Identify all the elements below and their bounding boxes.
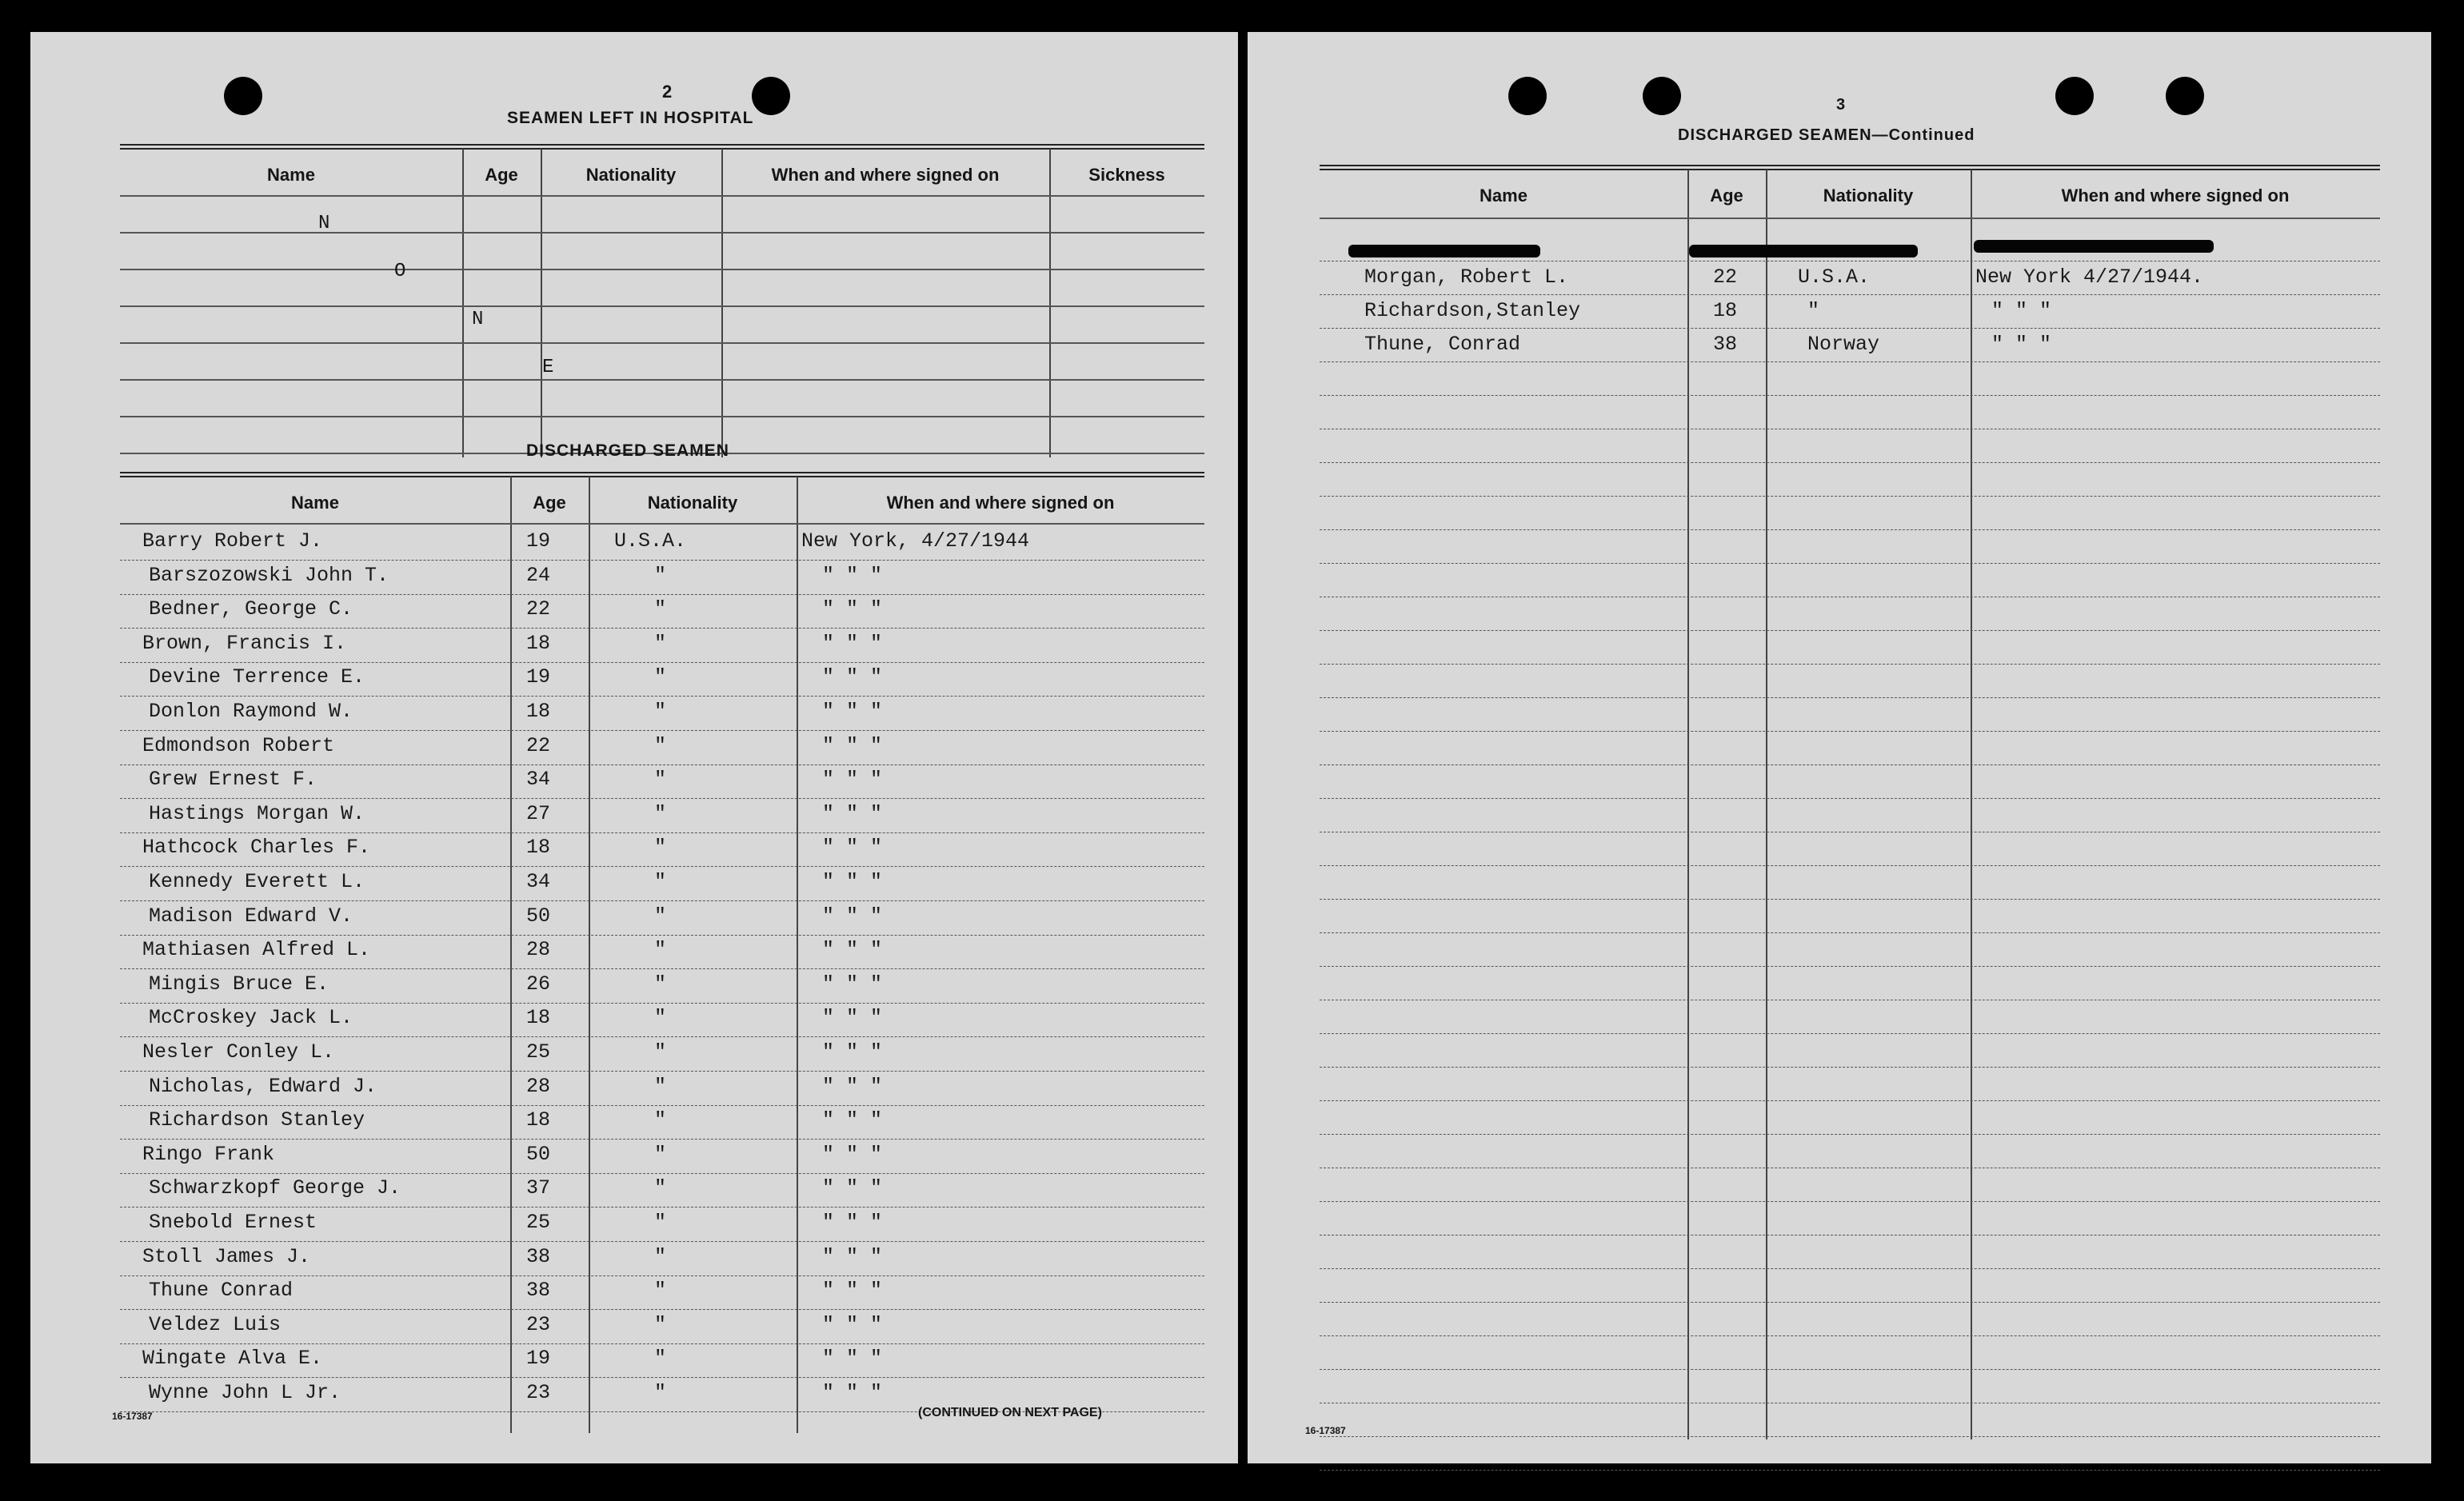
seaman-age: 25 (526, 1211, 551, 1234)
seaman-nationality: U.S.A. (614, 529, 687, 553)
seaman-nationality: " (654, 938, 667, 961)
seaman-age: 23 (526, 1381, 551, 1404)
row-rule (120, 764, 1204, 765)
header-name: Name (1480, 186, 1528, 206)
seaman-name: Mingis Bruce E. (149, 972, 329, 996)
seaman-name: Wynne John L Jr. (149, 1381, 341, 1404)
seaman-name: Morgan, Robert L. (1364, 265, 1569, 289)
left-page (30, 32, 1238, 1463)
seaman-signed-on: " " " (822, 564, 883, 587)
header-signed: When and where signed on (2061, 186, 2290, 206)
seaman-signed-on: " " " (822, 1006, 883, 1029)
punch-hole (224, 77, 262, 115)
seaman-signed-on: " " " (822, 734, 883, 757)
seaman-name: Nicholas, Edward J. (149, 1075, 377, 1098)
seaman-nationality: " (654, 904, 667, 928)
seaman-signed-on: " " " (822, 1245, 883, 1268)
seaman-age: 28 (526, 1075, 551, 1098)
seaman-name: Nesler Conley L. (142, 1040, 335, 1064)
seaman-signed-on: " " " (822, 1075, 883, 1098)
seaman-signed-on: " " " (822, 1211, 883, 1234)
hospital-header-name: Name (267, 165, 315, 185)
seaman-name: Barry Robert J. (142, 529, 323, 553)
seaman-name: Brown, Francis I. (142, 632, 347, 655)
seaman-age: 38 (526, 1279, 551, 1302)
seaman-nationality: " (654, 802, 667, 825)
seaman-nationality: " (654, 972, 667, 996)
seaman-name: Devine Terrence E. (149, 665, 365, 689)
seaman-nationality: Norway (1807, 333, 1880, 356)
seaman-signed-on: " " " (822, 1176, 883, 1200)
seaman-signed-on: " " " (822, 1279, 883, 1302)
seaman-nationality: " (654, 836, 667, 859)
seaman-age: 18 (1713, 299, 1738, 322)
hospital-mark: N (472, 309, 484, 330)
discharged-header-name: Name (291, 493, 339, 513)
row-rule (120, 1343, 1204, 1344)
seaman-name: Mathiasen Alfred L. (142, 938, 371, 961)
row-rule (1320, 563, 2380, 564)
row-rule (1320, 496, 2380, 497)
seaman-signed-on: " " " (822, 836, 883, 859)
seaman-age: 22 (1713, 265, 1738, 289)
row-rule (1320, 630, 2380, 631)
seaman-age: 50 (526, 904, 551, 928)
seaman-signed-on: " " " (822, 632, 883, 655)
row-rule (120, 730, 1204, 731)
seaman-age: 19 (526, 665, 551, 689)
hospital-header-age: Age (485, 165, 518, 185)
seaman-name: Madison Edward V. (149, 904, 353, 928)
row-rule (120, 1105, 1204, 1106)
seaman-signed-on: " " " (822, 1381, 883, 1404)
continued-title: DISCHARGED SEAMEN—Continued (1678, 126, 1975, 144)
seaman-name: Barszozowski John T. (149, 564, 389, 587)
seaman-signed-on: " " " (822, 1313, 883, 1336)
seaman-name: Wingate Alva E. (142, 1347, 323, 1370)
header-nationality: Nationality (1823, 186, 1914, 206)
seaman-signed-on: " " " (822, 700, 883, 723)
seaman-signed-on: " " " (822, 938, 883, 961)
seaman-name: Kennedy Everett L. (149, 870, 365, 893)
seaman-signed-on: " " " (1991, 299, 2052, 322)
seaman-nationality: " (1807, 299, 1820, 322)
seaman-age: 18 (526, 1006, 551, 1029)
seaman-signed-on: " " " (822, 665, 883, 689)
seaman-name: Grew Ernest F. (149, 768, 317, 791)
hospital-mark: O (394, 261, 406, 282)
page-number: 2 (662, 82, 673, 102)
row-rule (1320, 462, 2380, 463)
row-rule (1320, 664, 2380, 665)
seaman-nationality: " (654, 1176, 667, 1200)
row-rule (120, 628, 1204, 629)
seaman-age: 28 (526, 938, 551, 961)
seaman-nationality: " (654, 1381, 667, 1404)
row-rule (1320, 361, 2380, 362)
row-rule (1320, 966, 2380, 967)
seaman-nationality: " (654, 1143, 667, 1166)
seaman-name: Snebold Ernest (149, 1211, 317, 1234)
seaman-age: 18 (526, 700, 551, 723)
seaman-signed-on: " " " (822, 1040, 883, 1064)
seaman-name: Veldez Luis (149, 1313, 282, 1336)
seaman-age: 23 (526, 1313, 551, 1336)
punch-hole (2055, 77, 2094, 115)
seaman-nationality: " (654, 734, 667, 757)
seaman-signed-on: " " " (1991, 333, 2052, 356)
seaman-age: 18 (526, 1108, 551, 1132)
continued-note: (CONTINUED ON NEXT PAGE) (918, 1406, 1102, 1419)
row-rule (120, 900, 1204, 901)
seaman-name: Richardson,Stanley (1364, 299, 1581, 322)
seaman-age: 19 (526, 1347, 551, 1370)
seaman-age: 26 (526, 972, 551, 996)
row-rule (120, 1241, 1204, 1242)
row-rule (120, 1139, 1204, 1140)
seaman-name: Ringo Frank (142, 1143, 275, 1166)
row-rule (120, 1173, 1204, 1174)
seaman-nationality: " (654, 768, 667, 791)
seaman-nationality: " (654, 1006, 667, 1029)
row-rule (1320, 395, 2380, 396)
seaman-age: 25 (526, 1040, 551, 1064)
seaman-nationality: " (654, 1108, 667, 1132)
row-rule (1320, 899, 2380, 900)
seaman-nationality: " (654, 870, 667, 893)
row-rule (1320, 1067, 2380, 1068)
form-number: 16-17387 (112, 1411, 153, 1422)
seaman-name: Hathcock Charles F. (142, 836, 371, 859)
discharged-header-signed: When and where signed on (886, 493, 1115, 513)
row-rule (1320, 1033, 2380, 1034)
seaman-signed-on: " " " (822, 597, 883, 621)
seaman-nationality: " (654, 564, 667, 587)
seaman-nationality: " (654, 1313, 667, 1336)
row-rule (1320, 1235, 2380, 1236)
seaman-age: 24 (526, 564, 551, 587)
row-rule (1320, 1302, 2380, 1303)
row-rule (120, 594, 1204, 595)
seaman-nationality: " (654, 700, 667, 723)
seaman-name: Thune Conrad (149, 1279, 294, 1302)
seaman-signed-on: " " " (822, 1143, 883, 1166)
row-rule (1320, 1201, 2380, 1202)
row-rule (1320, 1470, 2380, 1471)
seaman-nationality: " (654, 632, 667, 655)
row-rule (1320, 1369, 2380, 1370)
seaman-name: Hastings Morgan W. (149, 802, 365, 825)
seaman-nationality: " (654, 597, 667, 621)
punch-hole (752, 77, 790, 115)
seaman-signed-on: " " " (822, 1108, 883, 1132)
row-rule (1320, 294, 2380, 295)
redaction-bar (1348, 245, 1540, 257)
row-rule (120, 935, 1204, 936)
seaman-age: 19 (526, 529, 551, 553)
row-rule (1320, 731, 2380, 732)
seaman-name: Edmondson Robert (142, 734, 335, 757)
seaman-name: Richardson Stanley (149, 1108, 365, 1132)
seaman-signed-on: " " " (822, 870, 883, 893)
seaman-age: 34 (526, 870, 551, 893)
discharged-title: DISCHARGED SEAMEN (526, 441, 729, 460)
row-rule (120, 1309, 1204, 1310)
seaman-age: 50 (526, 1143, 551, 1166)
double-rule (1320, 165, 2380, 170)
seaman-nationality: " (654, 665, 667, 689)
row-rule (120, 968, 1204, 969)
row-rule (120, 1003, 1204, 1004)
page-number: 3 (1836, 96, 1847, 114)
row-rule (1320, 798, 2380, 799)
hospital-header-sickness: Sickness (1088, 165, 1165, 185)
seaman-nationality: " (654, 1075, 667, 1098)
seaman-nationality: " (654, 1211, 667, 1234)
hospital-title: SEAMEN LEFT IN HOSPITAL (507, 109, 754, 127)
seaman-nationality: " (654, 1279, 667, 1302)
seaman-nationality: " (654, 1040, 667, 1064)
seaman-signed-on: " " " (822, 768, 883, 791)
header-age: Age (1710, 186, 1743, 206)
seaman-signed-on: " " " (822, 972, 883, 996)
seaman-signed-on: New York 4/27/1944. (1975, 265, 2204, 289)
row-rule (120, 696, 1204, 697)
row-rule (1320, 932, 2380, 933)
row-rule (120, 1036, 1204, 1037)
seaman-age: 37 (526, 1176, 551, 1200)
row-rule (1320, 1100, 2380, 1101)
discharged-header-nationality: Nationality (647, 493, 738, 513)
form-number: 16-17387 (1305, 1425, 1346, 1436)
hospital-mark: N (318, 213, 330, 234)
row-rule (1320, 764, 2380, 765)
row-rule (1320, 328, 2380, 329)
seaman-age: 22 (526, 597, 551, 621)
row-rule (1320, 1134, 2380, 1135)
seaman-signed-on: " " " (822, 802, 883, 825)
row-rule (120, 798, 1204, 799)
right-page (1248, 32, 2431, 1463)
redaction-bar (1689, 245, 1918, 257)
discharged-header-age: Age (533, 493, 566, 513)
row-rule (120, 662, 1204, 663)
row-rule (120, 1377, 1204, 1378)
row-rule (120, 1071, 1204, 1072)
row-rule (1320, 865, 2380, 866)
row-rule (120, 1275, 1204, 1276)
seaman-signed-on: " " " (822, 1347, 883, 1370)
row-rule (1320, 1335, 2380, 1336)
seaman-name: Thune, Conrad (1364, 333, 1521, 356)
seaman-age: 27 (526, 802, 551, 825)
row-rule (1320, 1436, 2380, 1437)
seaman-age: 18 (526, 632, 551, 655)
seaman-signed-on: New York, 4/27/1944 (801, 529, 1030, 553)
seaman-name: Schwarzkopf George J. (149, 1176, 401, 1200)
seaman-nationality: U.S.A. (1798, 265, 1871, 289)
seaman-nationality: " (654, 1245, 667, 1268)
row-rule (120, 1207, 1204, 1208)
row-rule (1320, 529, 2380, 530)
hospital-mark: E (542, 357, 554, 378)
row-rule (120, 832, 1204, 833)
seaman-age: 38 (526, 1245, 551, 1268)
seaman-age: 38 (1713, 333, 1738, 356)
seaman-age: 34 (526, 768, 551, 791)
seaman-age: 18 (526, 836, 551, 859)
seaman-name: McCroskey Jack L. (149, 1006, 353, 1029)
seaman-name: Stoll James J. (142, 1245, 311, 1268)
double-rule (120, 472, 1204, 477)
row-rule (120, 866, 1204, 867)
row-rule (1320, 1268, 2380, 1269)
punch-hole (1508, 77, 1547, 115)
row-rule (1320, 697, 2380, 698)
seaman-nationality: " (654, 1347, 667, 1370)
seaman-signed-on: " " " (822, 904, 883, 928)
row-rule (120, 560, 1204, 561)
seaman-name: Donlon Raymond W. (149, 700, 353, 723)
double-rule (120, 144, 1204, 150)
hospital-header-nationality: Nationality (585, 165, 677, 185)
seaman-age: 22 (526, 734, 551, 757)
punch-hole (1643, 77, 1681, 115)
hospital-header-signed: When and where signed on (771, 165, 1000, 185)
redaction-bar (1974, 240, 2214, 253)
seaman-name: Bedner, George C. (149, 597, 353, 621)
punch-hole (2166, 77, 2204, 115)
